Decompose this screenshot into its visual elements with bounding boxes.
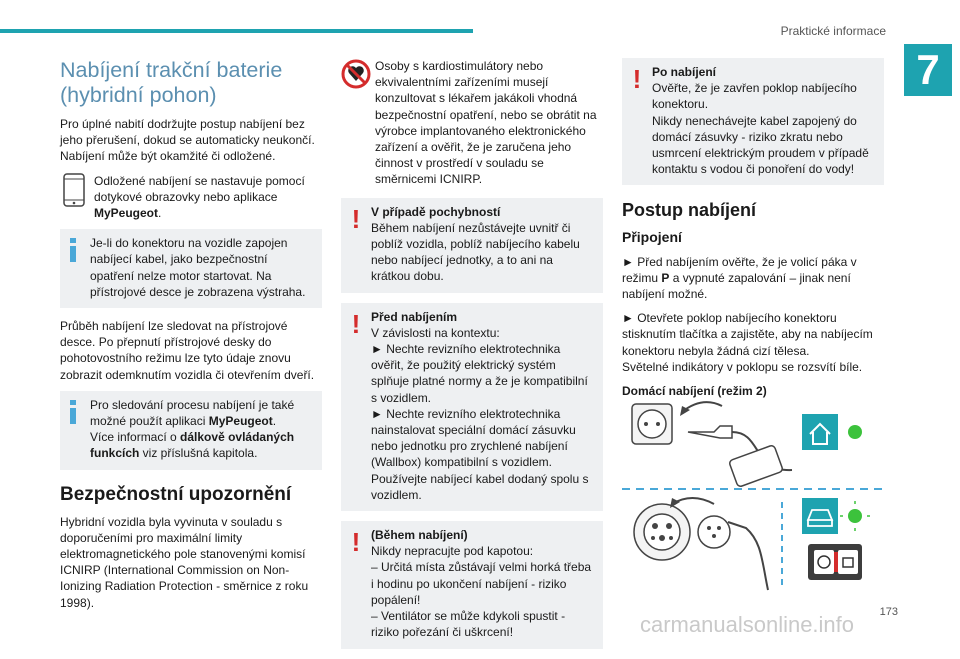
- pacemaker-note: Osoby s kardiostimulátory nebo ekvivalentními zařízeními musejí konzultovat s lékařem jakákoli vhodná bezpečnostní opatření, nebo se obrátit na výrobce implantovaného elektronického zařízení a ověřit, že je zaručena jeho činnost v prostředí v souladu se směrnicemi ICNIRP.: [341, 58, 603, 188]
- heading-safety: Bezpečnostní upozornění: [60, 483, 292, 505]
- chapter-number: 7: [904, 44, 952, 96]
- deferred-charging-note: Odložené nabíjení se nastavuje pomocí dotykové obrazovky nebo aplikace MyPeugeot.: [60, 173, 322, 222]
- subheading-connection: Připojení: [622, 229, 682, 246]
- plug-cable-icon: [688, 426, 792, 487]
- status-led-blinking-icon: [848, 509, 862, 523]
- deferred-text: Odložené nabíjení se nastavuje pomocí dotykové obrazovky nebo aplikace: [94, 173, 305, 204]
- column-3: [622, 58, 884, 399]
- header-accent-bar: [0, 29, 473, 33]
- paragraph: ► Před nabíjením ověřte, že je volicí páka v režimu P a vypnuté zapalování – jinak není nabíjení možné.: [622, 254, 857, 302]
- type2-connector-icon: [698, 516, 768, 590]
- paragraph: Pro úplné nabití dodržujte postup nabíjení bez jeho přerušení, dokud se automaticky neukončí. Nabíjení může být okamžité či odložené.: [60, 117, 315, 164]
- warning-icon: !: [351, 308, 361, 339]
- page-number: 173: [879, 606, 898, 618]
- paragraph: Světelné indikátory v poklopu se rozsvítí bíle.: [622, 359, 863, 374]
- domestic-socket-icon: [632, 404, 672, 444]
- paragraph: Průběh nabíjení lze sledovat na přístrojové desce. Po přepnutí přístrojové desky do pohotovostního režimu lze tyto údaje znovu zobrazit odemknutím vozidla či otevřením dveří.: [60, 319, 315, 382]
- column-1: [60, 58, 322, 619]
- pacemaker-prohibited-icon: [341, 58, 371, 94]
- section-title: Praktické informace: [780, 24, 886, 38]
- heading-charging: Nabíjení trakční baterie (hybridní pohon): [60, 58, 283, 107]
- smartphone-icon: [60, 173, 88, 211]
- subheading-home-charging: Domácí nabíjení (režim 2): [622, 384, 767, 399]
- info-icon: [68, 399, 78, 429]
- warning-box-before-charging: ! Před nabíjením V závislosti na kontextu: ► Nechte revizního elektrotechnika ověřit, že použitý elektrický systém splňuje platné normy a že je kompatibilní s vozidlem. ► Nechte revizního elektrotechnika nainstalovat speciální domácí zásuvku nebo jednotku pro zrychlené nabíjení (Wallbox) kompatibilní s vozidlem. Používejte nabíjecí kabel dodaný spolu s vozidlem.: [341, 303, 603, 511]
- info-box-cable: [60, 229, 322, 308]
- warning-box-after-charging: ! Po nabíjení Ověřte, že je zavřen poklop nabíjecího konektoru. Nikdy nenechávejte kabel zapojený do domácí zásuvky - riziko zkratu nebo usmrcení elektrickým proudem v případě kontaktu s vodou či ponoření do vody!: [622, 58, 884, 185]
- status-led-icon: [848, 425, 862, 439]
- info-box-app: Pro sledování procesu nabíjení je také možné použít aplikaci MyPeugeot. Více informací o dálkově ovládaných funkcích viz příslušná kapitola.: [60, 391, 322, 470]
- info-icon: [68, 237, 78, 267]
- paragraph: Hybridní vozidla byla vyvinuta v souladu s doporučeními pro maximální limity elektromagnetického pole stanovenými komisí ICNIRP (International Commission on Non-Ionizing Radiation Protection - směrnice z roku 1998).: [60, 514, 309, 610]
- warning-icon: !: [351, 203, 361, 234]
- warning-box-during-charging: ! (Během nabíjení) Nikdy nepracujte pod kapotou: – Určitá místa zůstávají velmi horká třeba i hodinu po ukončení nabíjení - riziko popálení! – Ventilátor se může kdykoli spustit - riziko pořezání či uškrcení!: [341, 521, 603, 648]
- warning-icon: !: [632, 64, 642, 94]
- vehicle-charging-port-icon: [634, 504, 690, 560]
- heading-procedure: Postup nabíjení: [622, 200, 757, 221]
- paragraph: ► Otevřete poklop nabíjecího konektoru stisknutím tlačítka a zajistěte, aby na nabíjecím konektoru nebyla žádná cizí tělesa.: [622, 311, 873, 358]
- warning-icon: !: [351, 527, 361, 558]
- charging-illustration: [622, 392, 884, 592]
- info-text: Je-li do konektoru na vozidle zapojen nabíjecí kabel, jako bezpečnostní opatření nelze motor startovat. Na přístrojové desce je zobrazena výstraha.: [90, 236, 306, 299]
- app-name: MyPeugeot: [94, 206, 159, 221]
- warning-box-doubt: ! V případě pochybností Během nabíjení nezůstávejte uvnitř či poblíž vozidla, poblíž nabíjecího kabelu nebo nabíjecí jednotky, a to ani na krátkou dobu.: [341, 198, 603, 293]
- car-icon: [802, 498, 838, 534]
- column-2: [341, 58, 603, 659]
- watermark: carmanualsonline.info: [640, 612, 855, 637]
